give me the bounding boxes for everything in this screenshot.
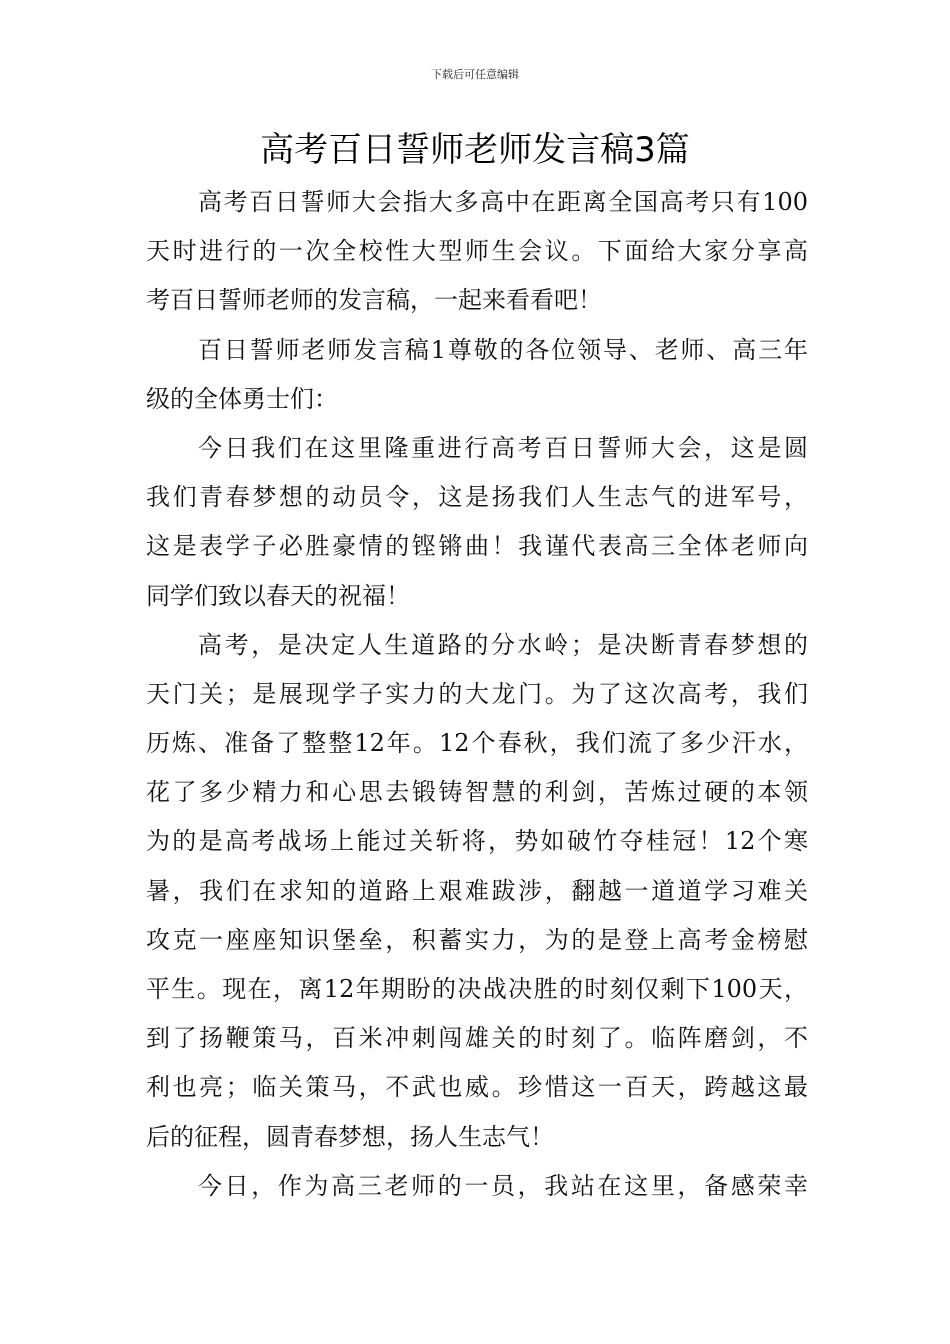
- text-line: 利也亮；临关策马，不武也威。珍惜这一百天，跨越这最: [146, 1073, 808, 1102]
- text-line: 级的全体勇士们：: [146, 384, 338, 413]
- text-line: 天时进行的一次全校性大型师生会议。下面给大家分享高: [146, 237, 808, 266]
- header-note: 下载后可任意编辑: [431, 68, 519, 81]
- text-line: 我们青春梦想的动员令，这是扬我们人生志气的进军号，: [146, 483, 808, 512]
- text-line: 天门关；是展现学子实力的大龙门。为了这次高考，我们: [146, 679, 808, 708]
- text-line: 攻克一座座知识堡垒，积蓄实力，为的是登上高考金榜慰: [146, 925, 808, 954]
- text-line: 同学们致以春天的祝福！: [146, 581, 410, 610]
- text-line: 到了扬鞭策马，百米冲刺闯雄关的时刻了。临阵磨剑，不: [146, 1024, 808, 1053]
- text-line: 花了多少精力和心思去锻铸智慧的利剑，苦炼过硬的本领: [146, 778, 808, 807]
- text-line: 高考，是决定人生道路的分水岭；是决断青春梦想的: [198, 630, 808, 659]
- text-line: 今日，作为高三老师的一员，我站在这里，备感荣幸: [198, 1171, 808, 1200]
- text-line: 这是表学子必胜豪情的铿锵曲！我谨代表高三全体老师向: [146, 532, 808, 561]
- text-line: 今日我们在这里隆重进行高考百日誓师大会，这是圆: [198, 433, 808, 462]
- text-line: 高考百日誓师大会指大多高中在距离全国高考只有100: [198, 188, 808, 216]
- text-line: 为的是高考战场上能过关斩将，势如破竹夺桂冠！12个寒: [146, 827, 808, 856]
- text-line: 百日誓师老师发言稿1尊敬的各位领导、老师、高三年: [198, 335, 808, 364]
- text-line: 历炼、准备了整整12年。12个春秋，我们流了多少汗水，: [146, 729, 808, 758]
- text-line: 平生。现在，离12年期盼的决战决胜的时刻仅剩下100天，: [146, 975, 808, 1003]
- text-line: 暑，我们在求知的道路上艰难跋涉，翻越一道道学习难关: [146, 876, 808, 905]
- document-title: 高考百日誓师老师发言稿3篇: [260, 130, 690, 170]
- text-line: 后的征程，圆青春梦想，扬人生志气！: [146, 1122, 554, 1151]
- text-line: 考百日誓师老师的发言稿，一起来看看吧！: [146, 286, 602, 315]
- body-text: [146, 178, 808, 1211]
